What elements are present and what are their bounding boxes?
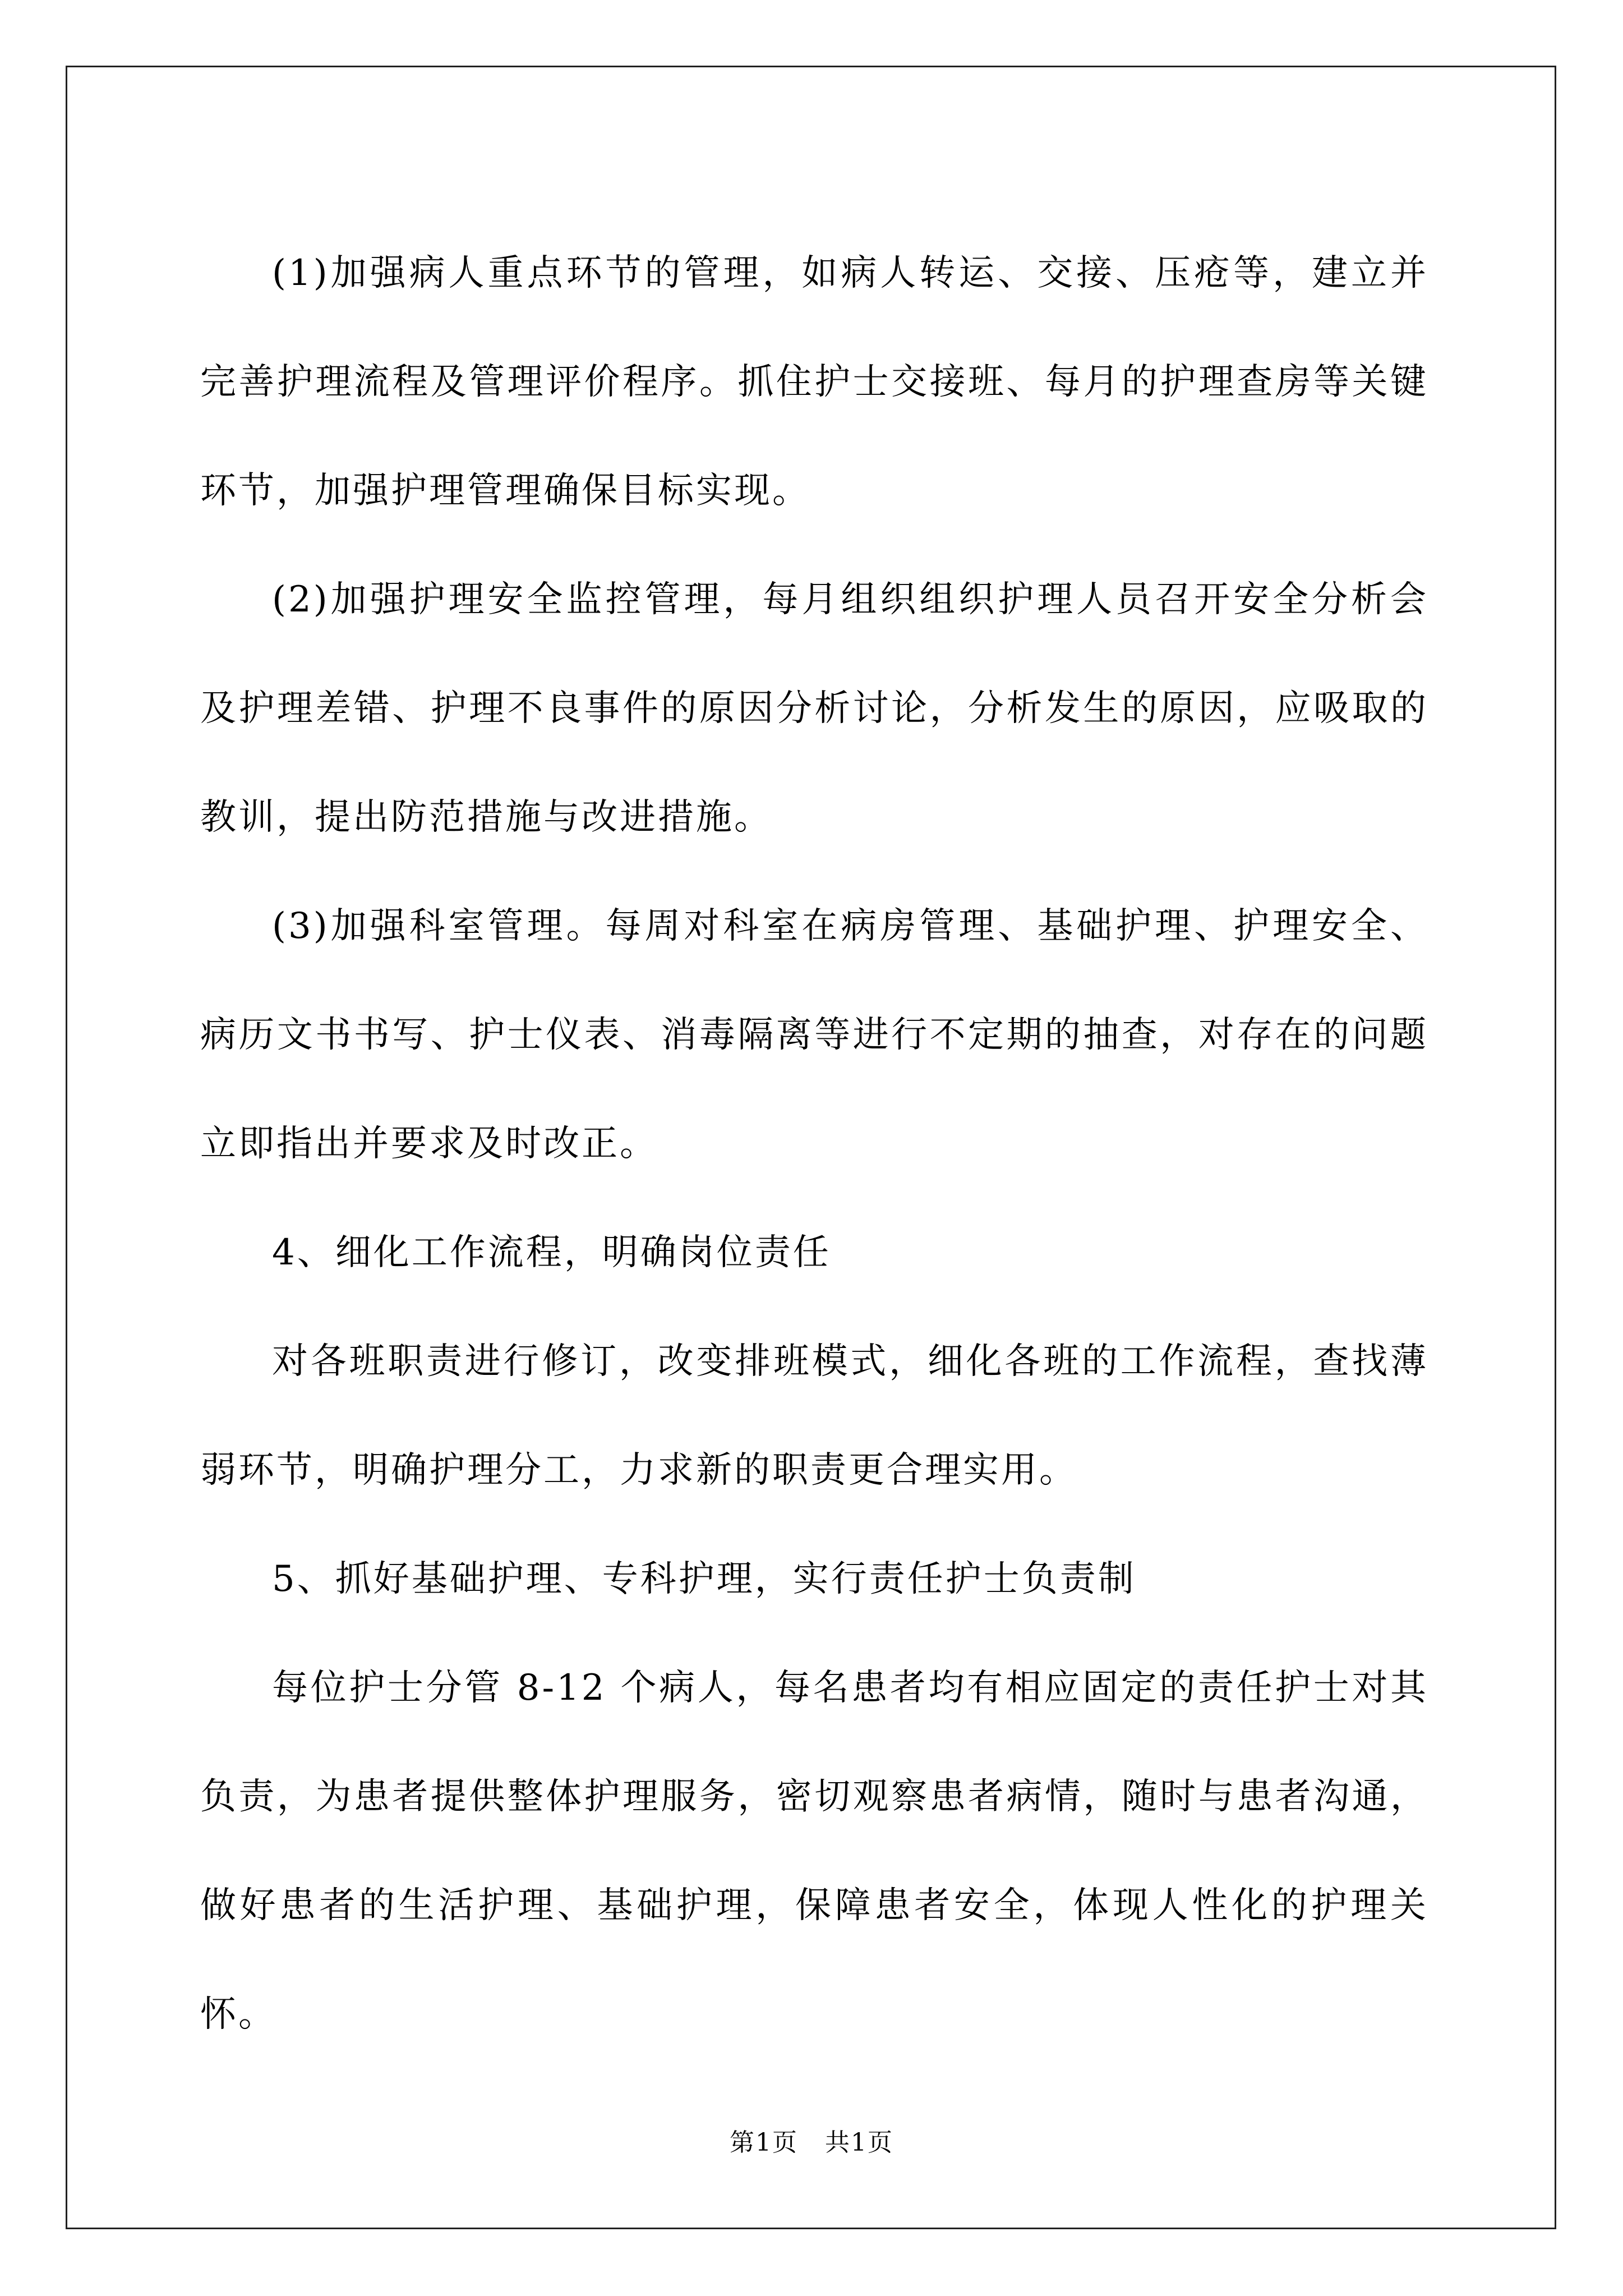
paragraph-7: 每位护士分管 8-12 个病人，每名患者均有相应固定的责任护士对其负责，为患者提供整体护理服务，密切观察患者病情，随时与患者沟通，做好患者的生活护理、基础护理，保障患者安全，体现人性化的护理关怀。	[200, 1667, 1428, 2035]
section-heading-5: 5、抓好基础护理、专科护理，实行责任护士负责制	[272, 1558, 1136, 1600]
paragraph-5: 对各班职责进行修订，改变排班模式，细化各班的工作流程，查找薄弱环节，明确护理分工，力求新的职责更合理实用。	[200, 1341, 1428, 1491]
section-heading-4: 4、细化工作流程，明确岗位责任	[272, 1232, 831, 1273]
paragraph-2: (2)加强护理安全监控管理，每月组织组织护理人员召开安全分析会及护理差错、护理不良事件的原因分析讨论，分析发生的原因，应吸取的教训，提出防范措施与改进措施。	[200, 579, 1428, 838]
paragraph-1: (1)加强病人重点环节的管理，如病人转运、交接、压疮等，建立并完善护理流程及管理评价程序。抓住护士交接班、每月的护理查房等关键环节，加强护理管理确保目标实现。	[200, 252, 1428, 512]
document-body	[200, 219, 1428, 2069]
page-footer: 第1页 共1页	[730, 2128, 893, 2157]
paragraph-3: (3)加强科室管理。每周对科室在病房管理、基础护理、护理安全、病历文书书写、护士仪表、消毒隔离等进行不定期的抽查，对存在的问题立即指出并要求及时改正。	[200, 905, 1428, 1165]
